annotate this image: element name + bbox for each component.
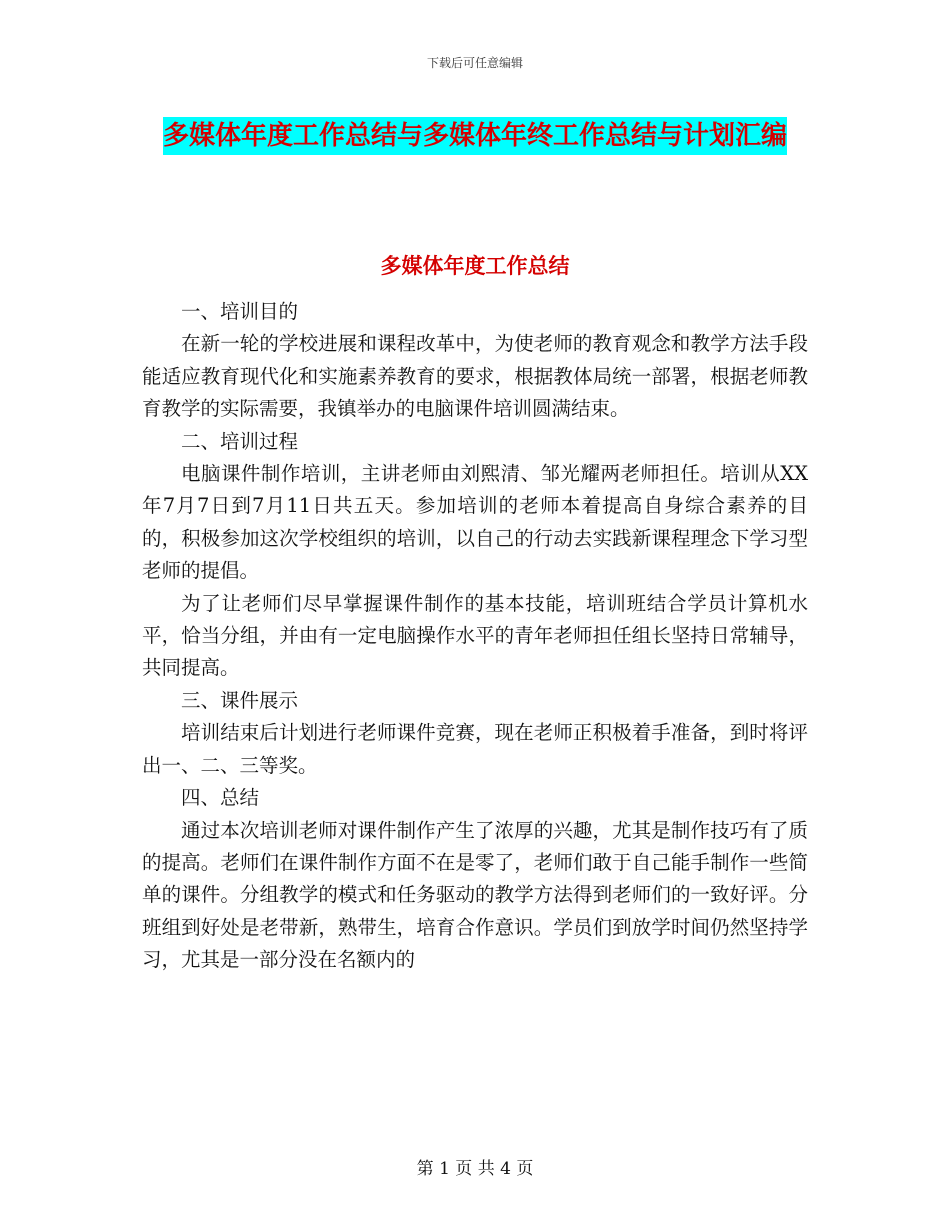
heading-courseware-showcase: 三、课件展示 (181, 688, 299, 712)
page-footer: 第 1 页 共 4 页 (416, 1159, 534, 1179)
heading-summary: 四、总结 (181, 786, 260, 810)
page-header-note: 下载后可任意编辑 (426, 56, 523, 70)
paragraph-process-2: 为了让老师们尽早掌握课件制作的基本技能，培训班结合学员计算机水平，恰当分组，并由有一定电脑操作水平的青年老师担任组长坚持日常辅导，共同提高。 (142, 591, 808, 680)
paragraph-showcase: 培训结束后计划进行老师课件竞赛，现在老师正积极着手准备，到时将评出一、二、三等奖。 (142, 721, 808, 777)
heading-training-purpose: 一、培训目的 (181, 300, 299, 323)
document-title (142, 112, 808, 160)
paragraph-summary: 通过本次培训老师对课件制作产生了浓厚的兴趣，尤其是制作技巧有了质的提高。老师们在课件制作方面不在是零了，老师们敢于自己能手制作一些简单的课件。分组教学的模式和任务驱动的教学方法得到老师们的一致好评。分班组到好处是老带新，熟带生，培育合作意识。学员们到放学时间仍然坚持学习，尤其是一部分没在名额内的 (142, 818, 808, 972)
section-title: 多媒体年度工作总结 (380, 254, 570, 278)
paragraph-purpose: 在新一轮的学校进展和课程改革中，为使老师的教育观念和教学方法手段能适应教育现代化和实施素养教育的要求，根据教体局统一部署，根据老师教育教学的实际需要，我镇举办的电脑课件培训圆满结束。 (142, 332, 808, 421)
heading-training-process: 二、培训过程 (181, 429, 299, 453)
document-body (142, 296, 808, 977)
document-title-text: 多媒体年度工作总结与多媒体年终工作总结与计划汇编 (163, 117, 787, 155)
paragraph-process-1: 电脑课件制作培训，主讲老师由刘熙清、邹光耀两老师担任。培训从XX年7月7日到7月11日共五天。参加培训的老师本着提高自身综合素养的目的，积极参加这次学校组织的培训，以自己的行动去实践新课程理念下学习型老师的提倡。 (142, 462, 808, 583)
